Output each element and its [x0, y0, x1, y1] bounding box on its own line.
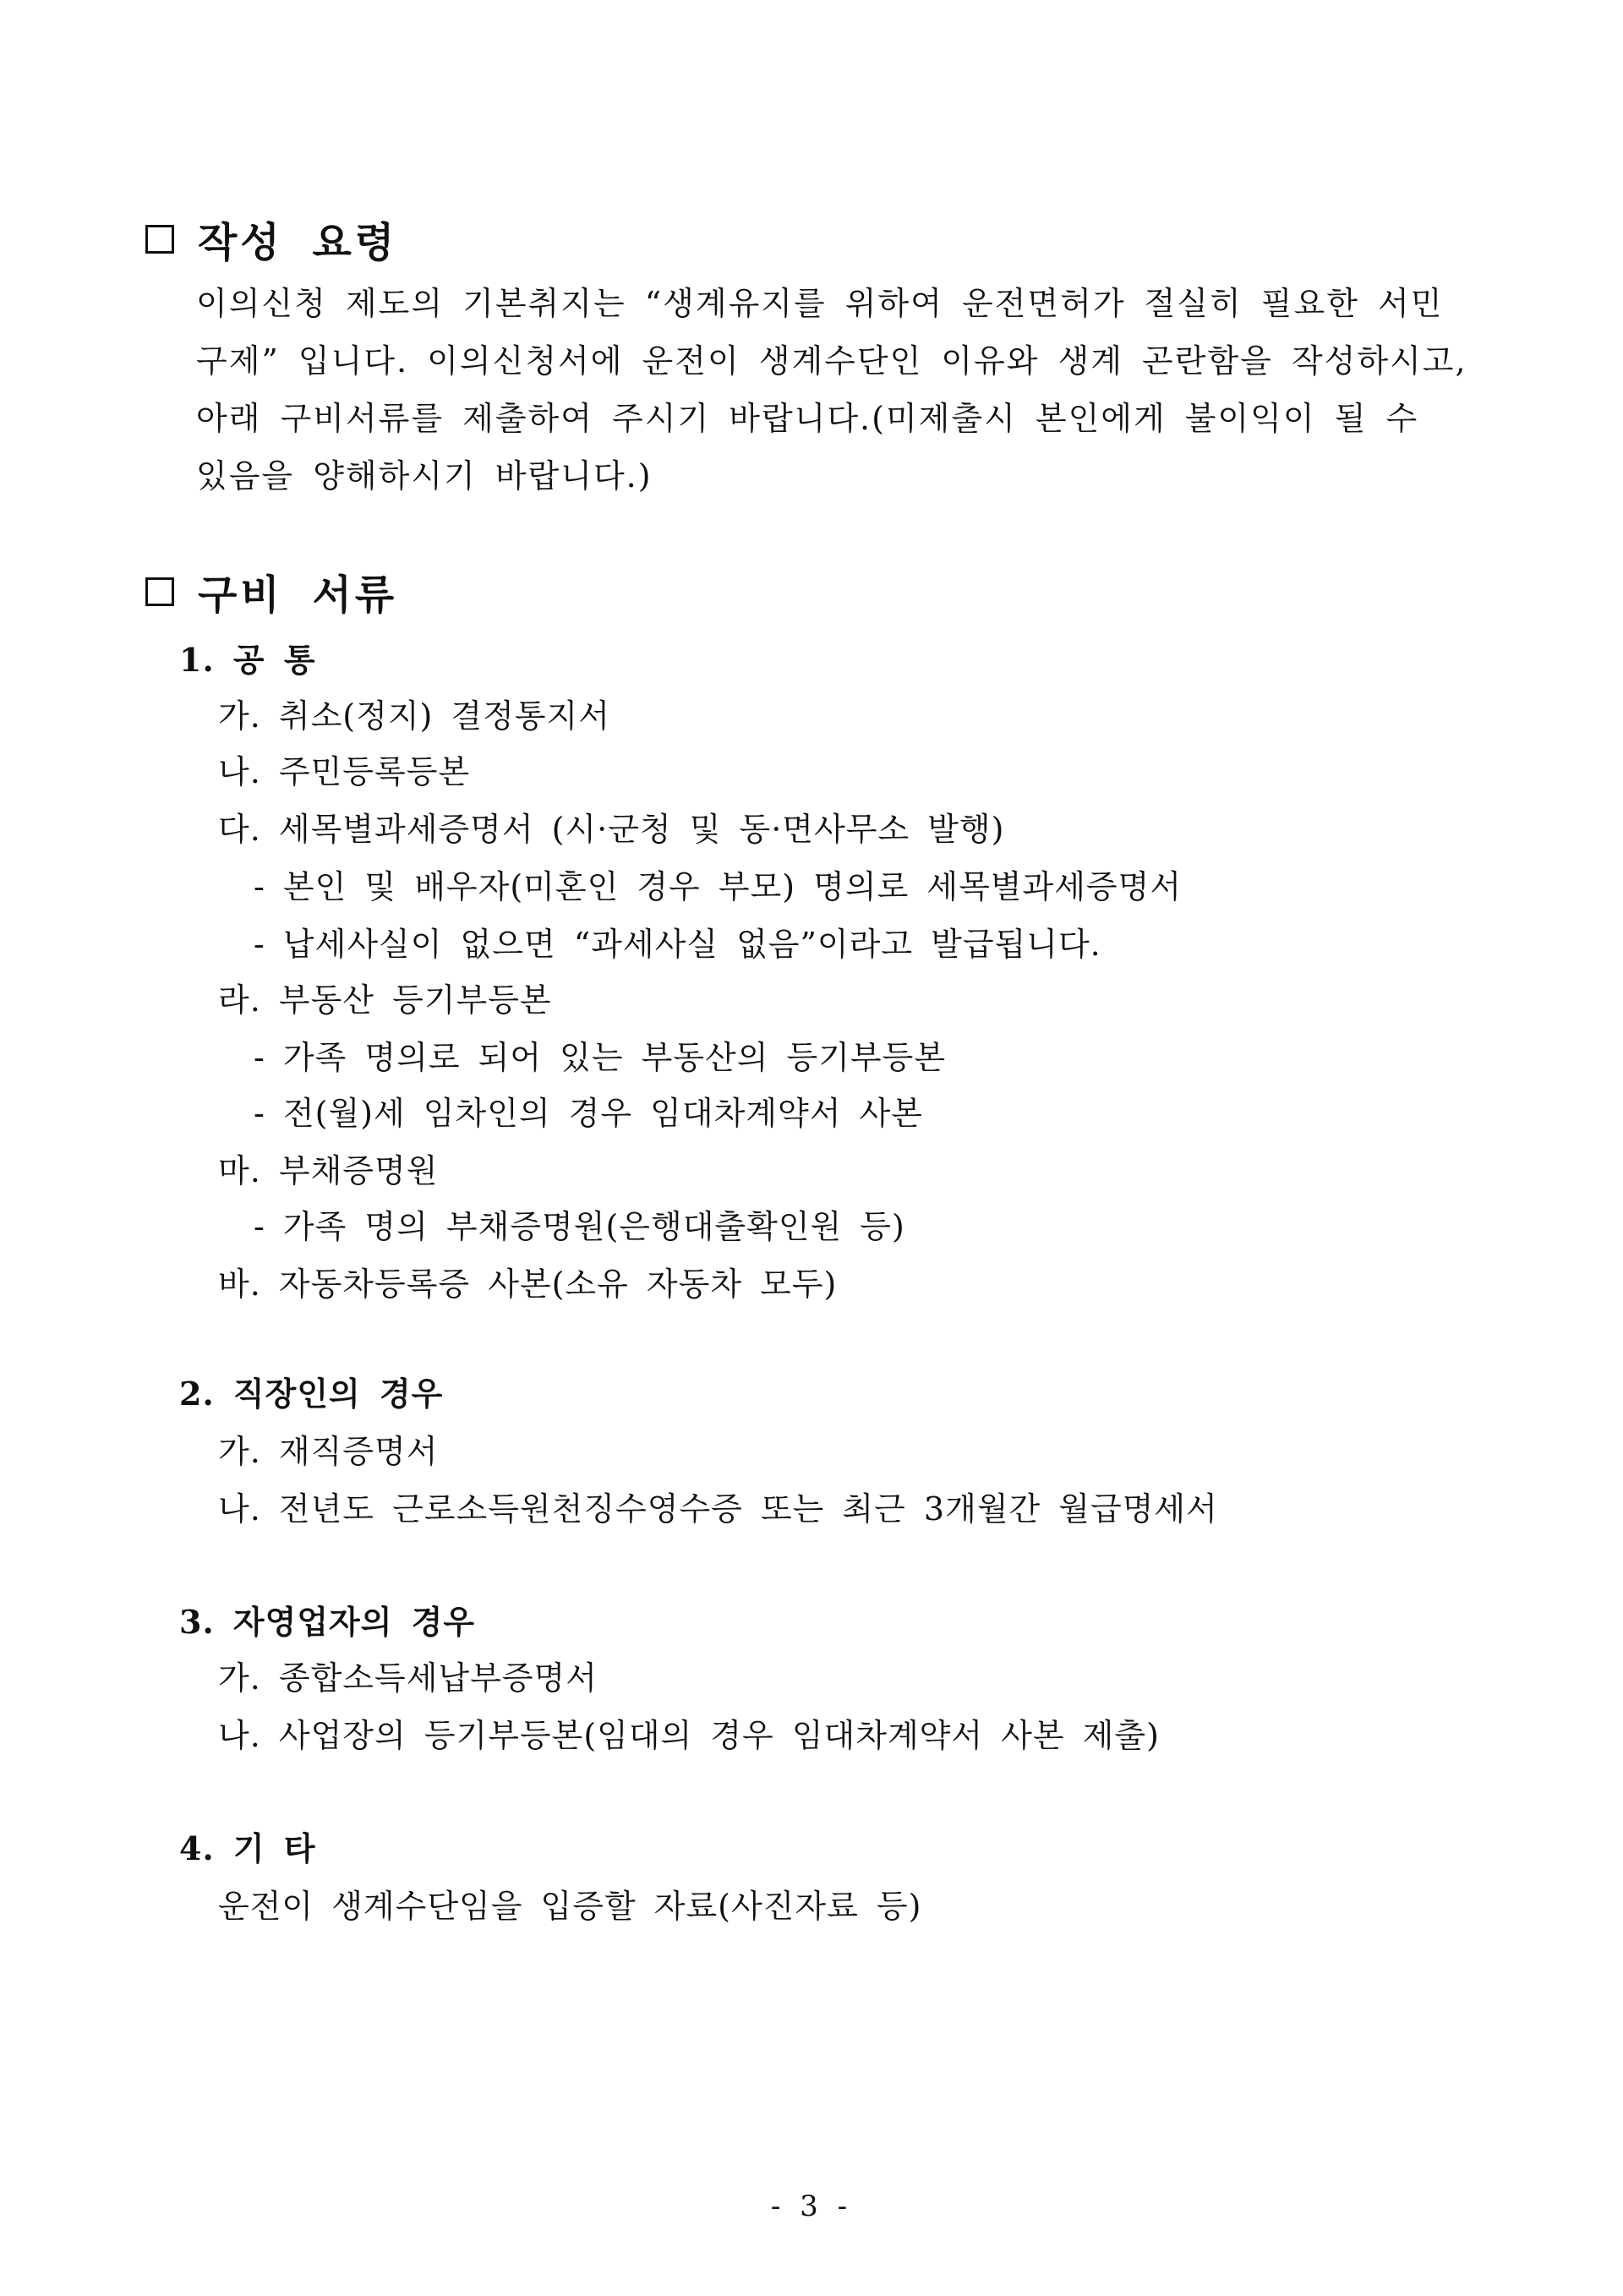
- list-item: 라. 부동산 등기부등본: [218, 981, 552, 1019]
- checkbox-square-icon: [145, 577, 174, 606]
- list-item: 운전이 생계수단임을 입증할 자료(사진자료 등): [218, 1888, 922, 1925]
- section-heading-writing-guide: [145, 210, 397, 268]
- subsection-heading-common: 1. 공 통: [179, 641, 316, 679]
- section-title: 작성 요령: [198, 219, 398, 266]
- list-item: 가. 취소(정지) 결정통지서: [218, 697, 610, 735]
- page-number: - 3 -: [770, 2189, 853, 2223]
- writing-guide-paragraph: [196, 275, 1489, 505]
- subsection-heading-other: 4. 기 타: [179, 1829, 316, 1867]
- list-item: 다. 세목별과세증명서 (시·군청 및 동·면사무소 발행): [218, 811, 1005, 848]
- subsection-heading-employee: 2. 직장인의 경우: [179, 1375, 444, 1413]
- paragraph-line: 있음을 양해하시기 바랍니다.): [196, 457, 653, 495]
- list-subitem: - 본인 및 배우자(미혼인 경우 부모) 명의로 세목별과세증명서: [254, 868, 1183, 905]
- checkbox-square-icon: [145, 225, 174, 254]
- list-item: 나. 사업장의 등기부등본(임대의 경우 임대차계약서 사본 제출): [218, 1717, 1160, 1754]
- list-item: 나. 주민등록등본: [218, 753, 471, 790]
- list-item: 나. 전년도 근로소득원천징수영수증 또는 최근 3개월간 월급명세서: [218, 1490, 1218, 1528]
- list-item: 가. 종합소득세납부증명서: [218, 1659, 598, 1697]
- list-subitem: - 가족 명의 부채증명원(은행대출확인원 등): [254, 1208, 905, 1245]
- list-item: 가. 재직증명서: [218, 1433, 439, 1470]
- section-heading-required-documents: [145, 562, 397, 620]
- list-subitem: - 납세사실이 없으면 “과세사실 없음”이라고 발급됩니다.: [254, 926, 1101, 963]
- list-subitem: - 가족 명의로 되어 있는 부동산의 등기부등본: [254, 1039, 947, 1076]
- list-item: 마. 부채증명원: [218, 1152, 439, 1189]
- subsection-heading-self-employed: 3. 자영업자의 경우: [179, 1603, 476, 1641]
- paragraph-line: 구제” 입니다. 이의신청서에 운전이 생계수단인 이유와 생계 곤란함을 작성하시고,: [196, 342, 1467, 380]
- paragraph-line: 이의신청 제도의 기본취지는 “생계유지를 위하여 운전면허가 절실히 필요한 서민: [196, 285, 1444, 322]
- paragraph-line: 아래 구비서류를 제출하여 주시기 바랍니다.(미제출시 본인에게 불이익이 될 수: [196, 400, 1419, 437]
- section-title: 구비 서류: [198, 571, 398, 619]
- list-item: 바. 자동차등록증 사본(소유 자동차 모두): [218, 1266, 838, 1303]
- list-subitem: - 전(월)세 임차인의 경우 임대차계약서 사본: [254, 1095, 923, 1132]
